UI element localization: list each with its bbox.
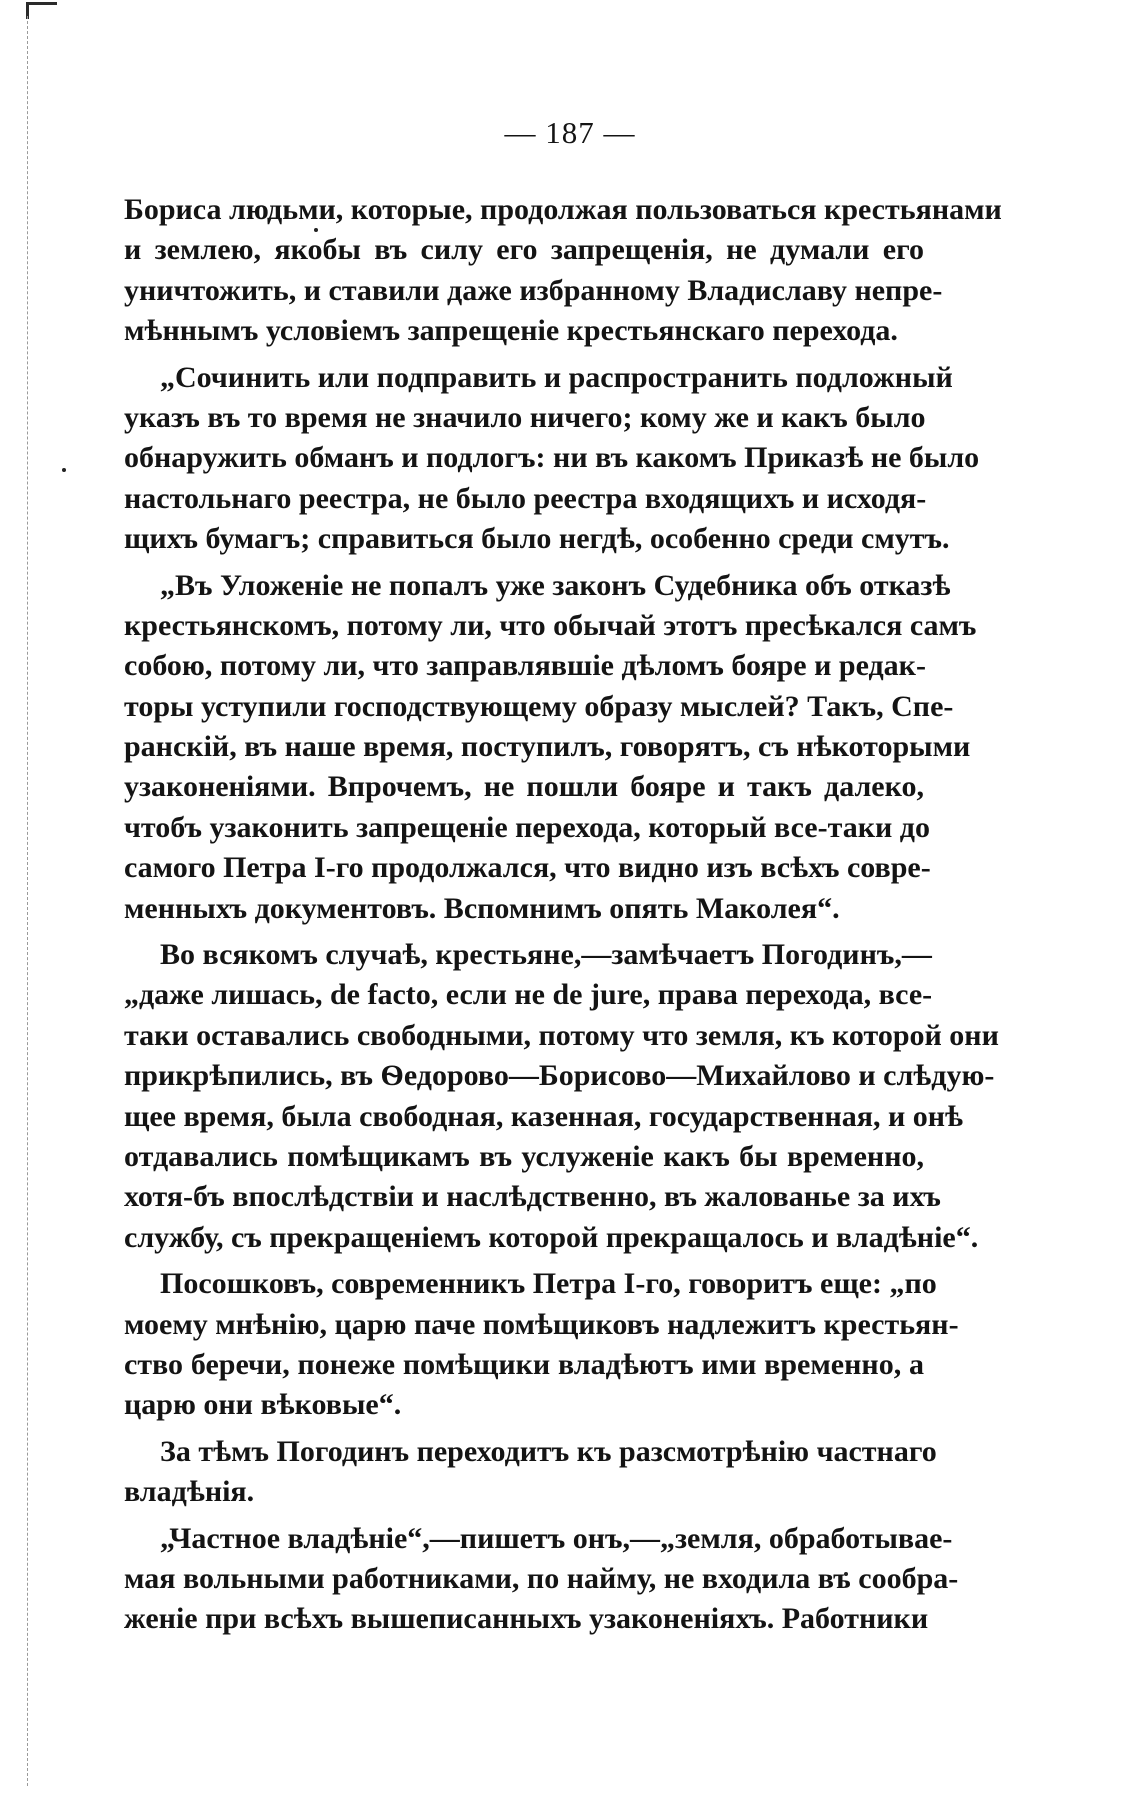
text-line: Бориса людьми, которые, продолжая пользоваться крестьянами: [124, 193, 1002, 226]
text-line: царю они вѣковые“.: [124, 1388, 402, 1422]
text-line: ство беречи, понеже помѣщики владѣютъ ими временно, а: [124, 1347, 924, 1381]
text-line: „даже лишась, de facto, если не de jure, права перехода, все-: [124, 978, 933, 1012]
text-line: щихъ бумагъ; справиться было негдѣ, особенно среди смутъ.: [124, 522, 950, 556]
text-line: настольнаго реестра, не было реестра входящихъ и исходя-: [124, 481, 927, 515]
body-text: [124, 190, 1002, 1640]
text-line: моему мнѣнію, царю паче помѣщиковъ надлежитъ крестьян-: [124, 1307, 959, 1341]
scan-speck: [62, 468, 66, 472]
text-line: ранскій, въ наше время, поступилъ, говорятъ, съ нѣкоторыми: [124, 730, 971, 764]
text-line: хотя-бъ впослѣдствіи и наслѣдственно, въ жалованье за ихъ: [124, 1180, 941, 1214]
scan-edge-line: [27, 16, 28, 1786]
text-line: собою, потому ли, что заправлявшіе дѣломъ бояре и редак-: [124, 649, 926, 683]
text-line: чтобъ узаконить запрещеніе перехода, который все-таки до: [124, 810, 930, 844]
text-line: уничтожить, и ставили даже избранному Владиславу непре-: [124, 273, 943, 307]
text-line: женіе при всѣхъ вышеписанныхъ узаконеніяхъ. Работники: [124, 1602, 929, 1636]
paragraph: [124, 190, 1002, 352]
text-line: менныхъ документовъ. Вспомнимъ опять Маколея“.: [124, 891, 840, 925]
text-line: обнаружить обманъ и подлогъ: ни въ какомъ Приказѣ не было: [124, 441, 980, 475]
paragraph: [124, 358, 980, 560]
text-line: „Въ Уложеніе не попалъ уже законъ Судебника объ отказѣ: [160, 568, 951, 602]
text-line: указъ въ то время не значило ничего; кому же и какъ было: [124, 400, 926, 434]
scan-corner-mark: [26, 2, 57, 19]
text-line: Во всякомъ случаѣ, крестьяне,—замѣчаетъ Погодинъ,—: [160, 938, 932, 972]
text-line: За тѣмъ Погодинъ переходитъ къ разсмотрѣнію частнаго: [160, 1434, 937, 1468]
page-number: — 187 —: [504, 115, 636, 150]
paragraph: [124, 566, 977, 930]
paragraph: [124, 1519, 959, 1640]
text-line: „Сочинить или подправить и распространить подложный: [160, 360, 953, 394]
text-line: и землею, якобы въ силу его запрещенія, не думали его: [124, 233, 924, 267]
text-line: крестьянскомъ, потому ли, что обычай этотъ пресѣкался самъ: [124, 608, 977, 642]
text-line: щее время, была свободная, казенная, государственная, и онѣ: [124, 1099, 964, 1133]
text-line: мая вольными работниками, по найму, не входила въ сообра-: [124, 1561, 959, 1595]
text-line: прикрѣпились, въ Ѳедорово—Борисово—Михайлово и слѣдую-: [124, 1059, 995, 1093]
text-line: владѣнія.: [124, 1475, 255, 1509]
text-line: узаконеніями. Впрочемъ, не пошли бояре и такъ далеко,: [124, 770, 924, 804]
text-line: Посошковъ, современникъ Петра I-го, говоритъ еще: „по: [160, 1267, 937, 1301]
text-line: самого Петра I-го продолжался, что видно изъ всѣхъ совре-: [124, 851, 931, 885]
text-line: „Частное владѣніе“,—пишетъ онъ,—„земля, обработывае-: [160, 1521, 953, 1555]
text-line: службу, съ прекращеніемъ которой прекращалось и владѣніе“.: [124, 1220, 979, 1254]
paragraph: [124, 1264, 959, 1426]
text-line: таки оставались свободными, потому что земля, къ которой они: [124, 1018, 999, 1052]
text-line: отдавались помѣщикамъ въ услуженіе какъ бы временно,: [124, 1139, 924, 1173]
paragraph: [124, 935, 999, 1258]
text-line: торы уступили господствующему образу мыслей? Такъ, Спе-: [124, 689, 954, 723]
text-line: мѣннымъ условіемъ запрещеніе крестьянскаго перехода.: [124, 314, 898, 348]
paragraph: [124, 1432, 937, 1513]
